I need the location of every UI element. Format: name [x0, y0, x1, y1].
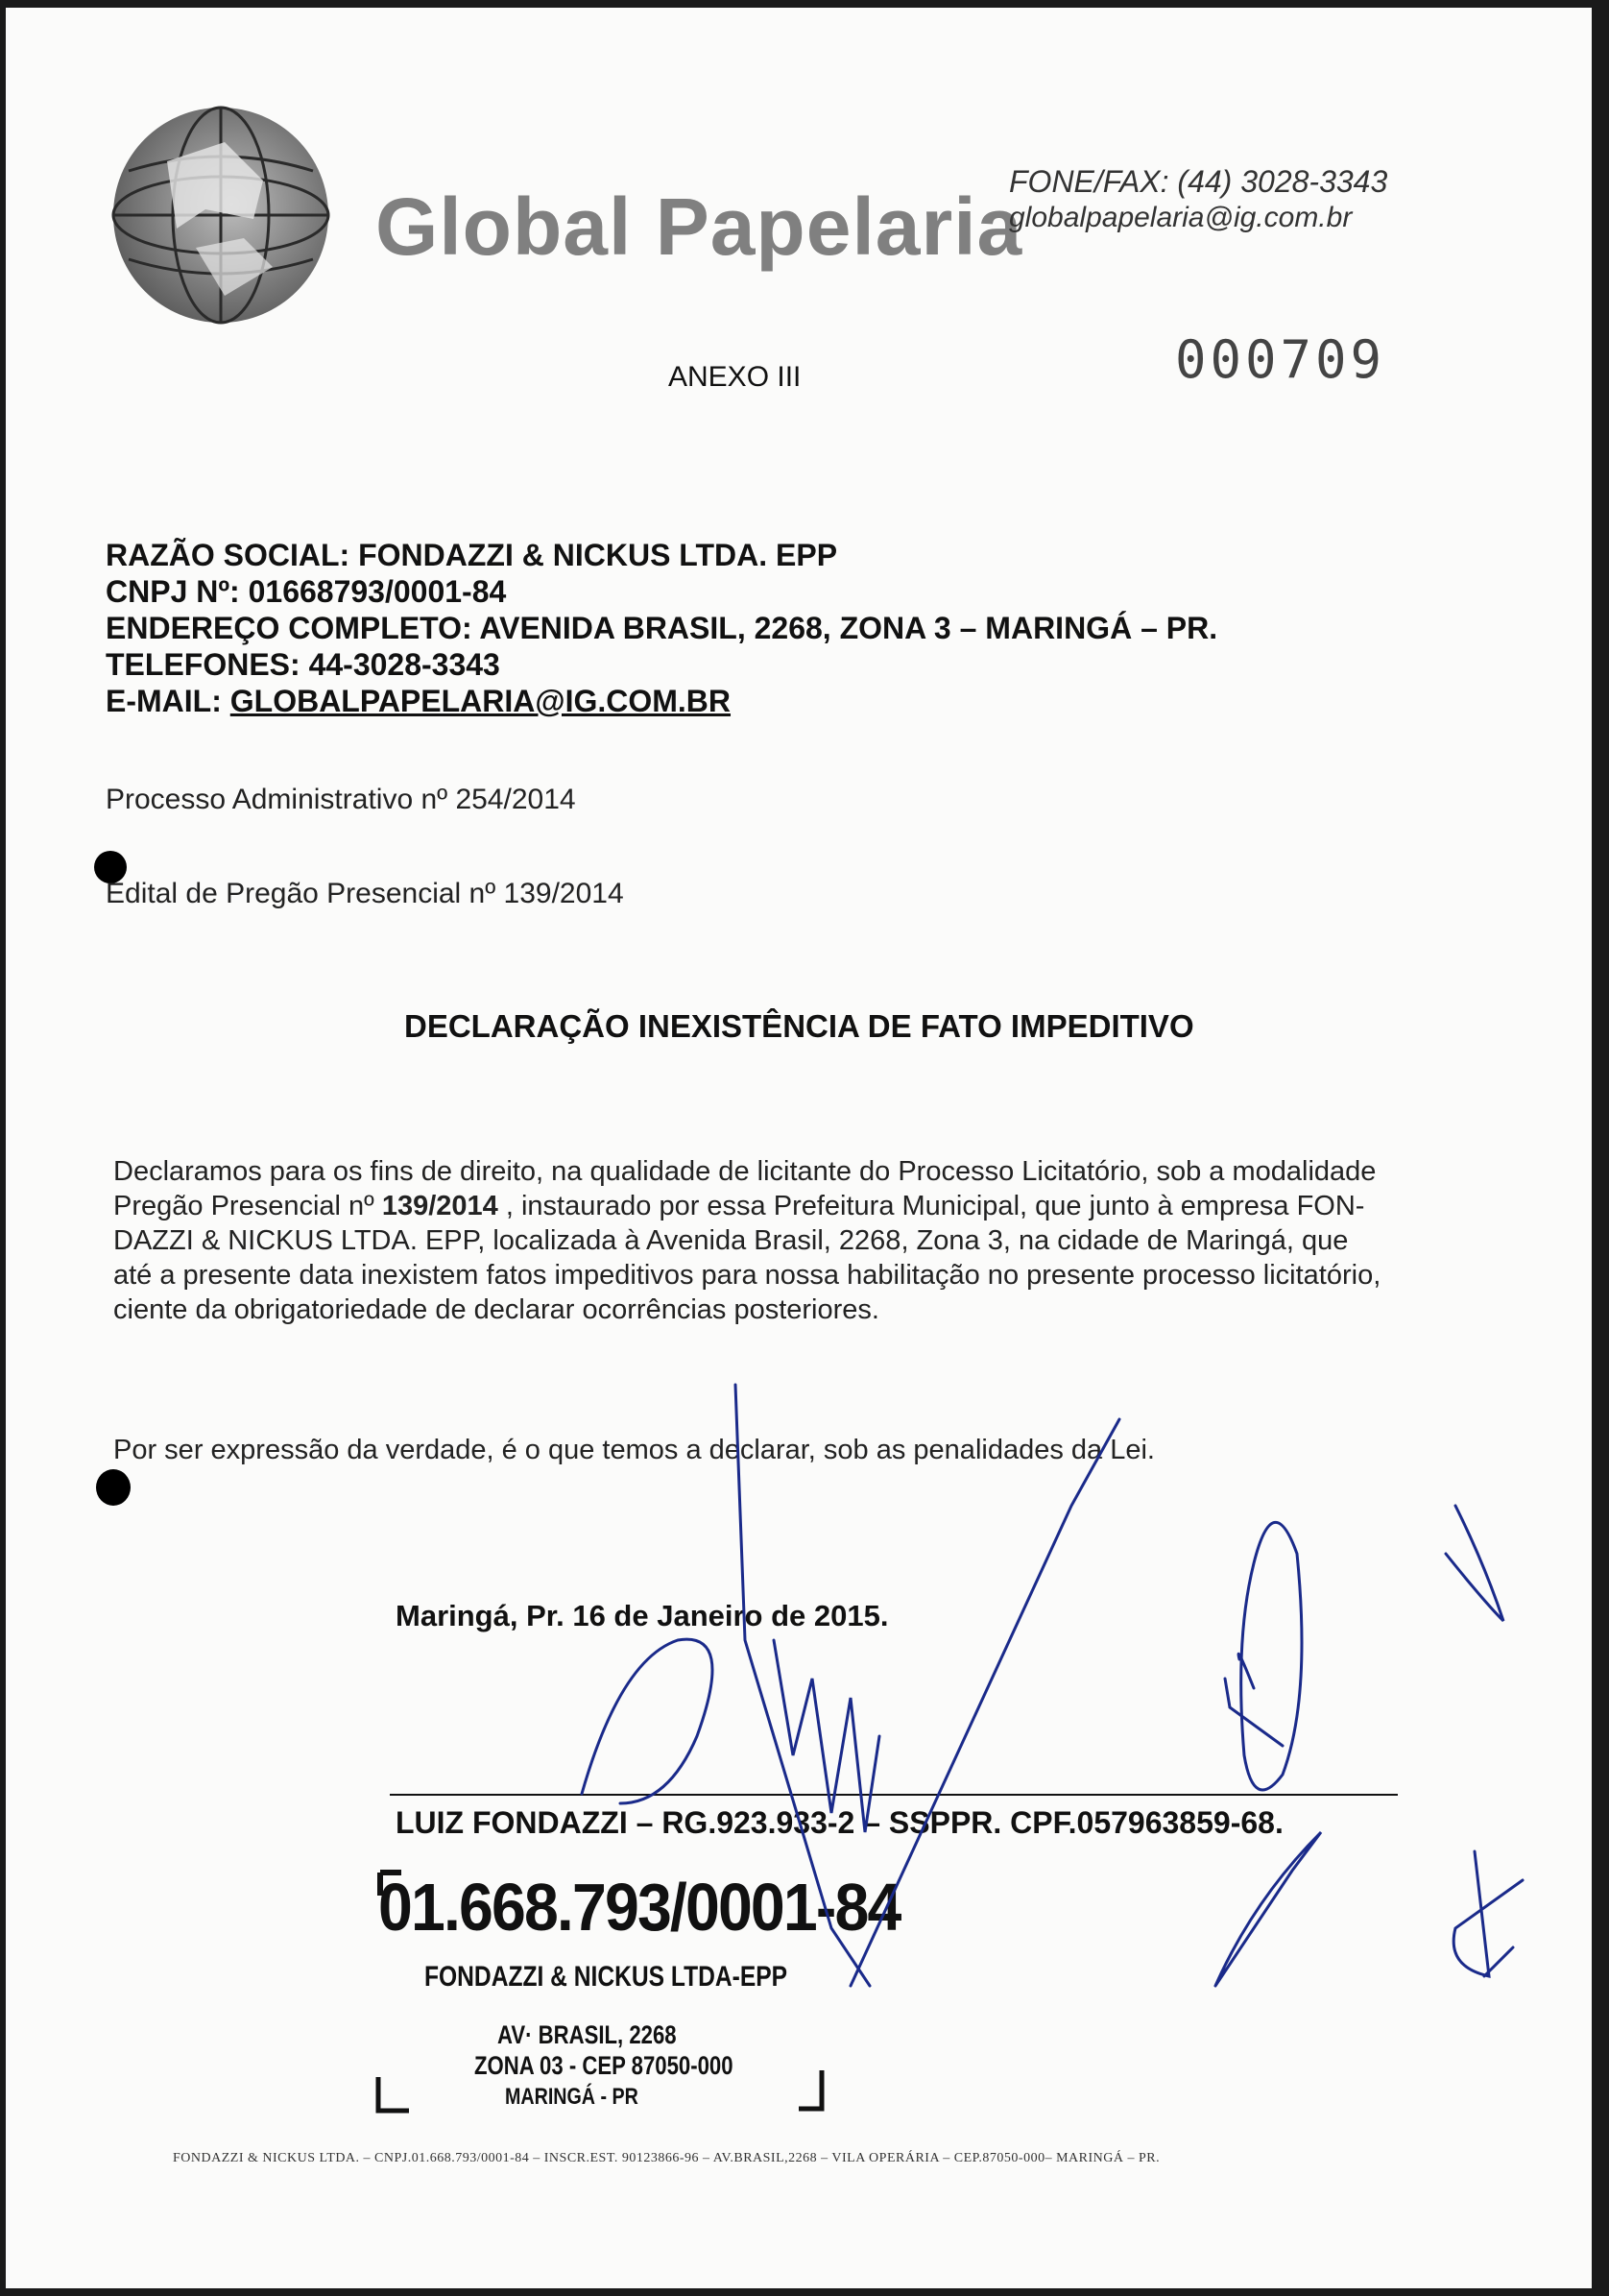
place-date: Maringá, Pr. 16 de Janeiro de 2015.: [396, 1599, 889, 1632]
stamp-city: MARINGÁ - PR: [505, 2084, 638, 2110]
handwritten-signature: [6, 8, 1592, 2288]
footer-company-info: FONDAZZI & NICKUS LTDA. – CNPJ.01.668.793/0001-84 – INSCR.EST. 90123866-96 – AV.BRASIL,2268 – VILA OPERÁRIA – CEP.87050-000– MARINGÁ – PR.: [173, 2151, 1161, 2165]
stamp-company: FONDAZZI & NICKUS LTDA-EPP: [424, 1961, 788, 1993]
body-line-5: ciente da obrigatoriedade de declarar ocorrências posteriores.: [113, 1294, 879, 1325]
signatory-name: LUIZ FONDAZZI – RG.923.933-2 – SSPPR. CPF.057963859-68.: [396, 1805, 1284, 1840]
declaration-title: DECLARAÇÃO INEXISTÊNCIA DE FATO IMPEDITIVO: [404, 1008, 1194, 1044]
stamp-zone: ZONA 03 - CEP 87050-000: [474, 2051, 733, 2080]
cnpj-stamp: 01.668.793/0001-84: [378, 1870, 901, 1945]
stamp-address: AV· BRASIL, 2268: [497, 2020, 677, 2049]
company-address: ENDEREÇO COMPLETO: AVENIDA BRASIL, 2268, ZONA 3 – MARINGÁ – PR.: [106, 611, 1218, 645]
body-line-4: até a presente data inexistem fatos impeditivos para nossa habilitação no presente processo licitatório,: [113, 1260, 1381, 1291]
email-label: E-MAIL:: [106, 684, 230, 718]
header-phone: FONE/FAX: (44) 3028-3343: [1009, 164, 1388, 199]
body-line-2: Pregão Presencial nº 139/2014 , instaurado por essa Prefeitura Municipal, que junto à empresa FON-: [113, 1191, 1365, 1221]
header-email: globalpapelaria@ig.com.br: [1009, 202, 1353, 233]
edital-number: Edital de Pregão Presencial nº 139/2014: [106, 878, 624, 909]
brand-name: Global Papelaria: [375, 181, 1023, 272]
closing-line: Por ser expressão da verdade, é o que temos a declarar, sob as penalidades da Lei.: [113, 1435, 1155, 1465]
process-number: Processo Administrativo nº 254/2014: [106, 784, 576, 815]
document-page: [6, 8, 1592, 2288]
company-phone: TELEFONES: 44-3028-3343: [106, 647, 500, 682]
company-name: RAZÃO SOCIAL: FONDAZZI & NICKUS LTDA. EPP: [106, 538, 838, 572]
email-link[interactable]: GLOBALPAPELARIA@IG.COM.BR: [229, 684, 732, 718]
annex-label: ANEXO III: [668, 361, 802, 393]
page-stamp-number: 000709: [1175, 329, 1386, 390]
body-line-1: Declaramos para os fins de direito, na qualidade de licitante do Processo Licitatório, sob a modalidade: [113, 1156, 1377, 1187]
body-line-3: DAZZI & NICKUS LTDA. EPP, localizada à Avenida Brasil, 2268, Zona 3, na cidade de Maringá, que: [113, 1225, 1349, 1256]
company-cnpj: CNPJ Nº: 01668793/0001-84: [106, 574, 507, 609]
